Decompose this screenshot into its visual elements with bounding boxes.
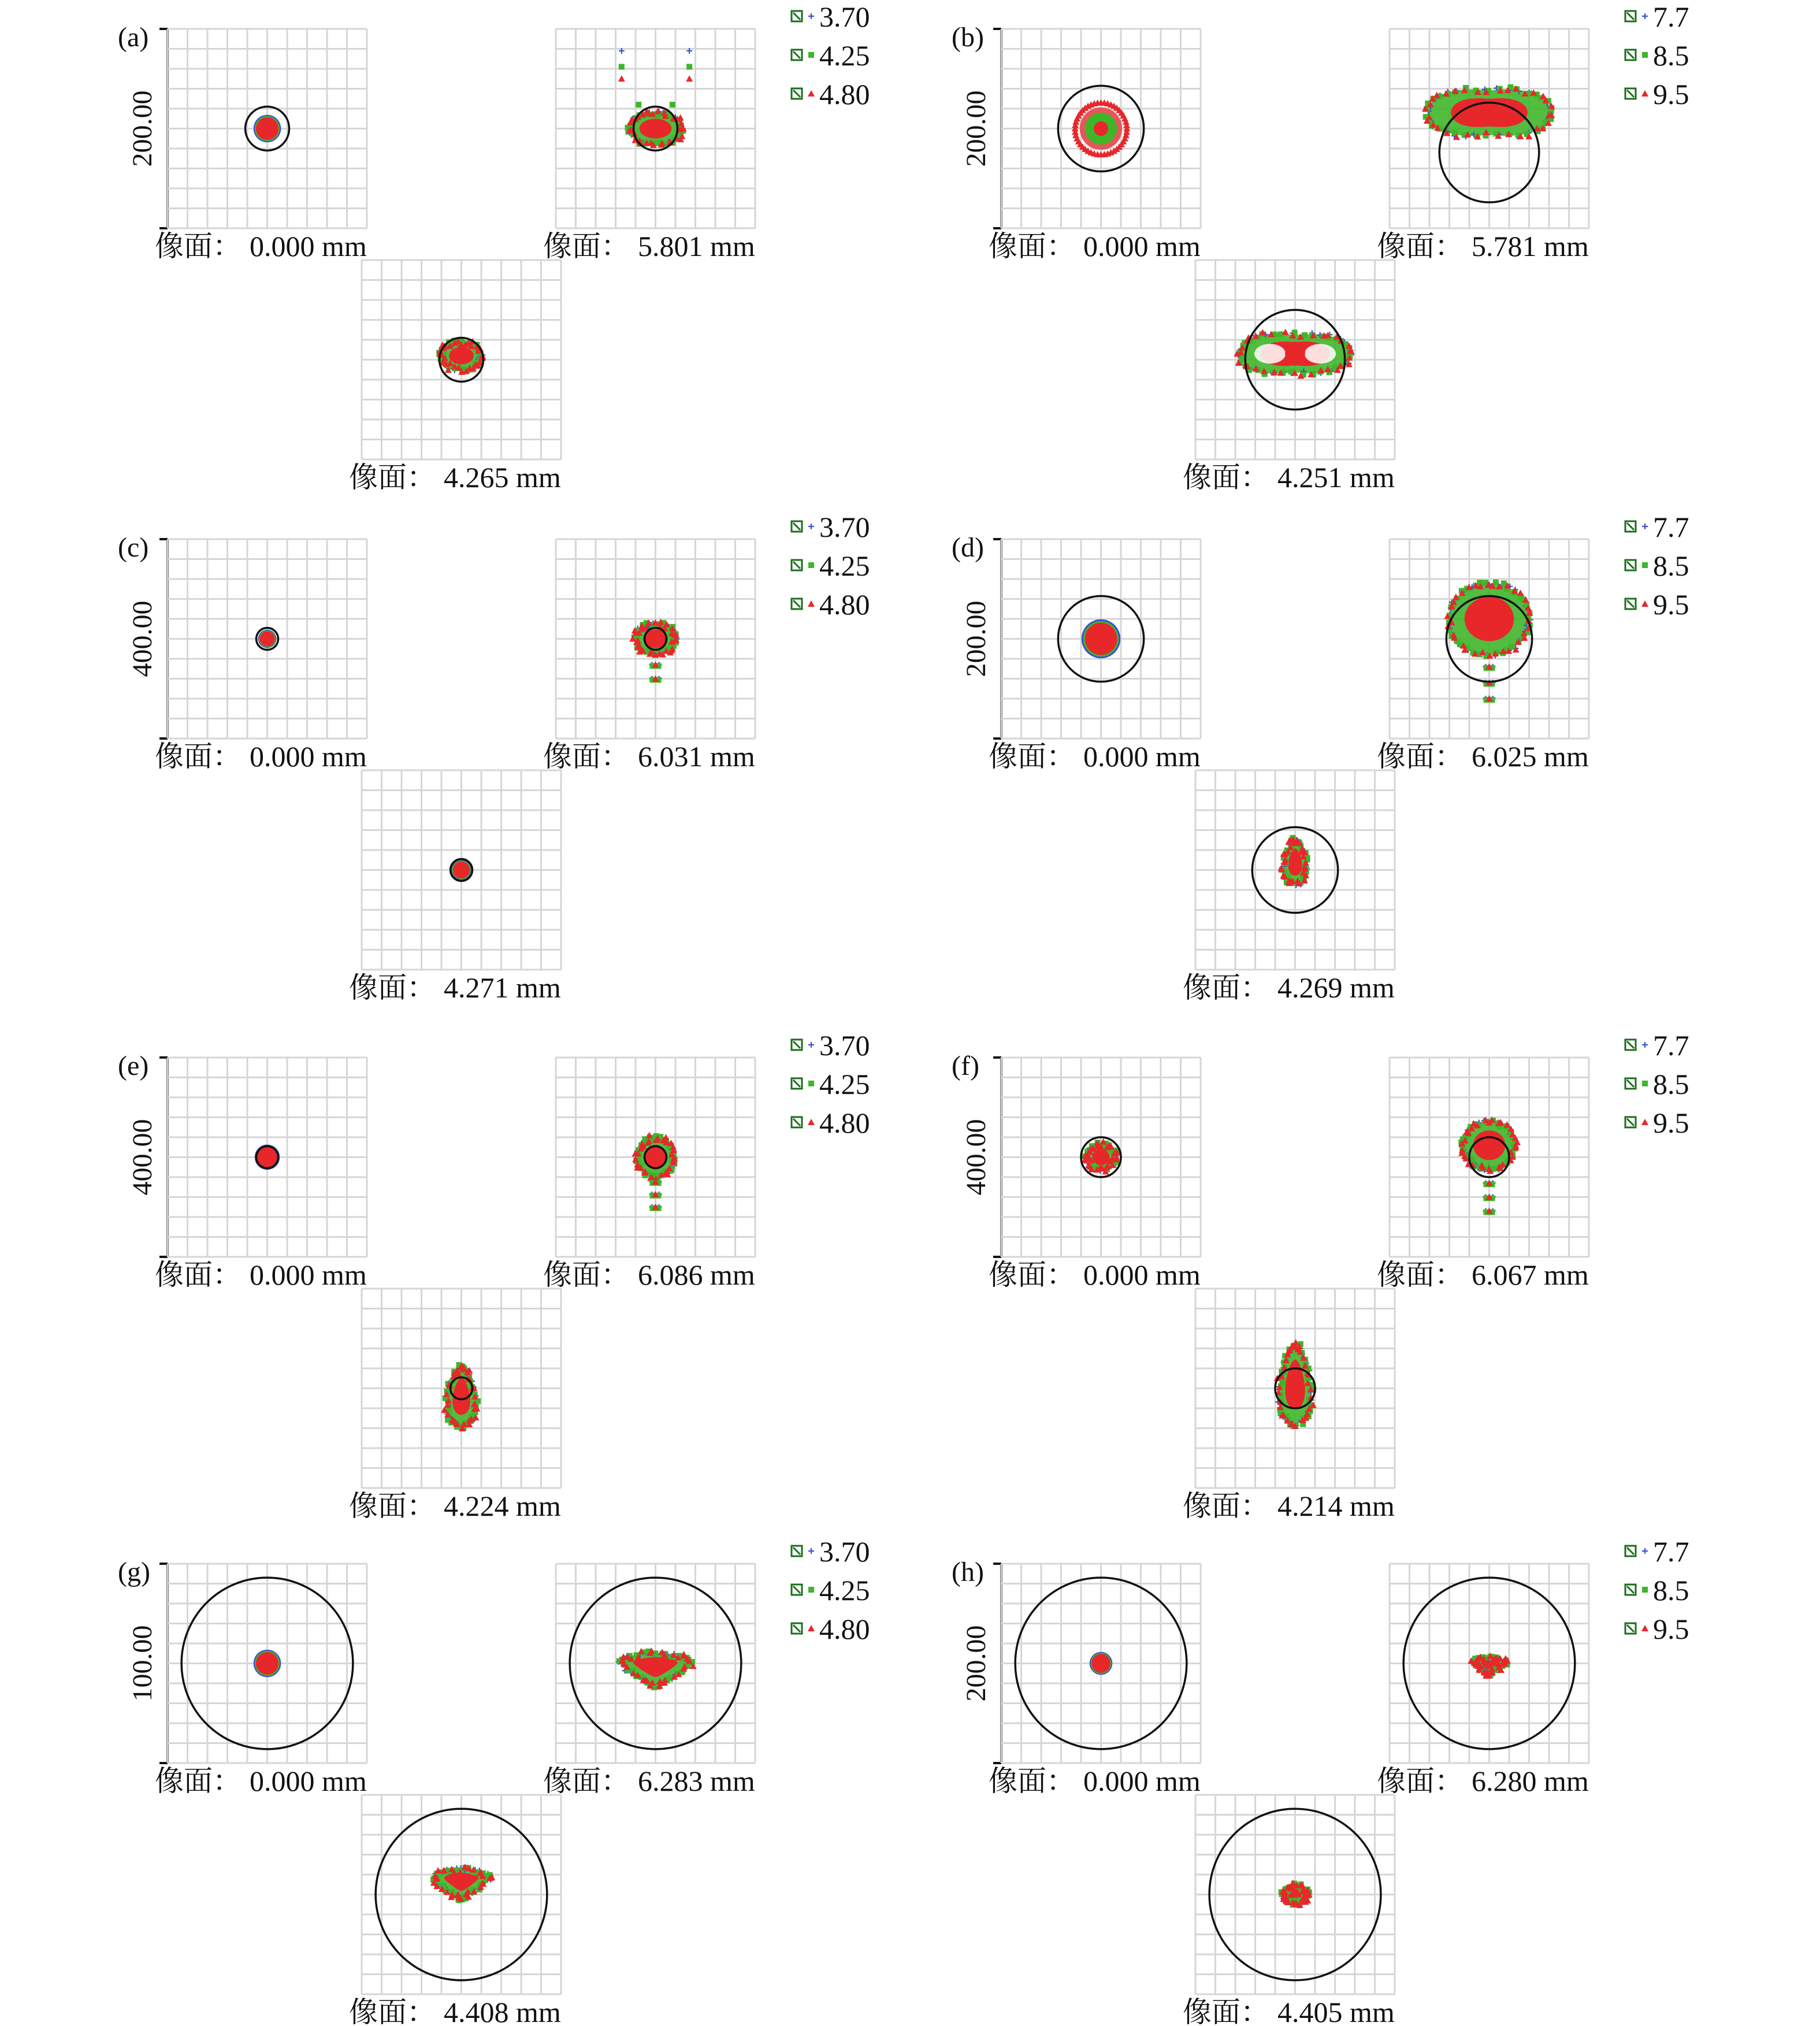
legend-label: 4.80 (819, 1613, 870, 1645)
plot-caption (1183, 971, 1395, 1004)
caption-prefix: 像面： (543, 740, 630, 773)
legend-item (792, 1107, 870, 1139)
spot-pattern (254, 115, 281, 143)
spot-plot (1183, 1795, 1395, 2026)
spot-plot (349, 1795, 561, 2026)
caption-value: 6.031 mm (638, 740, 755, 773)
legend-label: 8.5 (1653, 39, 1689, 72)
scale-label: 100.00 (127, 1625, 158, 1702)
legend-item (792, 588, 870, 621)
caption-value: 6.283 mm (638, 1765, 755, 1797)
legend-item (1625, 1068, 1689, 1100)
legend-item (1625, 1574, 1689, 1606)
legend-label: 4.25 (819, 1068, 870, 1100)
caption-prefix: 像面： (1377, 1765, 1464, 1797)
caption-value: 5.781 mm (1472, 230, 1589, 262)
plot-caption (543, 230, 755, 262)
scale-label: 400.00 (961, 1119, 991, 1196)
legend-label: 3.70 (819, 1029, 870, 1062)
spot-plot (155, 539, 367, 773)
panel-b (952, 1, 1689, 493)
panel-label: (a) (118, 22, 149, 53)
plot-caption (155, 1259, 367, 1291)
plot-caption (155, 230, 367, 262)
spot-pattern (1468, 1653, 1511, 1679)
plot-caption (1183, 461, 1395, 493)
caption-value: 4.265 mm (444, 461, 561, 493)
panel-label: (g) (118, 1557, 150, 1587)
caption-prefix: 像面： (1183, 1996, 1269, 2026)
legend-item (1625, 550, 1689, 582)
spot-pattern (254, 1650, 281, 1678)
spot-plot (1377, 1057, 1589, 1291)
panel-label: (h) (952, 1557, 984, 1587)
panel-e (118, 1029, 870, 1522)
spot-pattern (255, 1145, 280, 1170)
spot-plot (155, 1057, 367, 1291)
plot-caption (1183, 1490, 1395, 1522)
caption-value: 0.000 mm (250, 1259, 367, 1291)
spot-pattern (441, 1362, 481, 1431)
caption-value: 0.000 mm (1083, 740, 1201, 773)
panel-g (118, 1535, 870, 2026)
legend-label: 8.5 (1653, 1574, 1689, 1606)
panel-f (952, 1029, 1689, 1522)
legend (1625, 1029, 1689, 1139)
caption-value: 0.000 mm (1083, 1259, 1201, 1291)
panel-label: (f) (952, 1051, 979, 1081)
caption-value: 6.067 mm (1472, 1259, 1589, 1291)
caption-value: 0.000 mm (250, 740, 367, 773)
legend-item (1625, 1107, 1689, 1139)
plot-caption (1377, 740, 1589, 773)
caption-value: 4.269 mm (1277, 971, 1395, 1004)
spot-pattern (1279, 1880, 1313, 1908)
legend-item (792, 39, 870, 72)
panel-label: (b) (952, 22, 984, 53)
caption-prefix: 像面： (155, 230, 242, 262)
caption-prefix: 像面： (989, 740, 1075, 773)
legend-label: 8.5 (1653, 550, 1689, 582)
panel-label: (c) (118, 532, 149, 563)
caption-value: 4.271 mm (444, 971, 561, 1004)
caption-prefix: 像面： (1183, 971, 1269, 1004)
spot-pattern (1444, 580, 1533, 703)
legend-label: 3.70 (819, 511, 870, 543)
scale-label: 400.00 (127, 1119, 158, 1196)
spot-plot (155, 29, 367, 262)
legend-label: 7.7 (1653, 1535, 1689, 1568)
spot-plot (989, 29, 1201, 262)
legend (792, 1, 870, 110)
legend-item (1625, 1029, 1689, 1062)
legend-item (792, 511, 870, 543)
caption-value: 0.000 mm (250, 1765, 367, 1797)
legend-item (792, 1068, 870, 1100)
plot-caption (1377, 230, 1589, 262)
legend-item (792, 78, 870, 110)
caption-prefix: 像面： (543, 1765, 630, 1797)
plot-caption (349, 461, 561, 493)
spot-pattern (1090, 1652, 1113, 1675)
legend (792, 1029, 870, 1139)
spot-pattern (1274, 1339, 1317, 1429)
legend-label: 4.25 (819, 39, 870, 72)
plot-caption (543, 1765, 755, 1797)
plot-caption (543, 740, 755, 773)
caption-value: 4.251 mm (1277, 461, 1395, 493)
panel-label: (d) (952, 532, 984, 563)
caption-value: 5.801 mm (638, 230, 755, 262)
spot-plot (989, 1057, 1201, 1291)
caption-prefix: 像面： (349, 1996, 436, 2026)
spot-pattern (1082, 619, 1120, 658)
legend-item (1625, 39, 1689, 72)
scale-label: 200.00 (961, 1625, 991, 1702)
spot-plot (349, 260, 561, 493)
legend-item (792, 1574, 870, 1606)
spot-plot (543, 29, 755, 262)
caption-prefix: 像面： (349, 971, 436, 1004)
scale-label: 200.00 (127, 90, 158, 167)
plot-caption (349, 1996, 561, 2026)
legend-label: 9.5 (1653, 588, 1689, 621)
spot-plot (1377, 1564, 1589, 1797)
legend-label: 3.70 (819, 1, 870, 33)
spot-plot (1183, 260, 1395, 493)
spot-pattern (258, 630, 277, 648)
spot-pattern (430, 1864, 496, 1903)
panel-h (952, 1535, 1689, 2026)
caption-prefix: 像面： (989, 1765, 1075, 1797)
legend-label: 4.80 (819, 1107, 870, 1139)
caption-value: 6.280 mm (1472, 1765, 1589, 1797)
spot-plot (349, 770, 561, 1004)
spot-plot (1377, 29, 1589, 262)
caption-value: 4.224 mm (444, 1490, 561, 1522)
caption-prefix: 像面： (349, 461, 436, 493)
caption-prefix: 像面： (1183, 1490, 1269, 1522)
caption-prefix: 像面： (155, 1259, 242, 1291)
caption-value: 4.214 mm (1277, 1490, 1395, 1522)
caption-value: 0.000 mm (1083, 1765, 1201, 1797)
legend-label: 7.7 (1653, 1029, 1689, 1062)
plot-caption (1377, 1765, 1589, 1797)
plot-caption (1183, 1996, 1395, 2026)
spot-plot (989, 1564, 1201, 1797)
spot-plot (349, 1289, 561, 1522)
spot-pattern (436, 337, 486, 374)
panel-a (118, 1, 870, 493)
spot-plot (543, 1564, 755, 1797)
legend-label: 3.70 (819, 1535, 870, 1568)
caption-value: 4.408 mm (444, 1996, 561, 2026)
legend-item (1625, 511, 1689, 543)
caption-prefix: 像面： (543, 230, 630, 262)
legend-item (1625, 1, 1689, 33)
spot-plot (1183, 770, 1395, 1004)
caption-value: 4.405 mm (1277, 1996, 1395, 2026)
legend-item (792, 1029, 870, 1062)
caption-prefix: 像面： (989, 1259, 1075, 1291)
plot-caption (989, 230, 1201, 262)
legend-item (792, 1, 870, 33)
legend-label: 9.5 (1653, 1613, 1689, 1645)
plot-caption (989, 1765, 1201, 1797)
caption-value: 0.000 mm (1083, 230, 1201, 262)
legend-item (792, 550, 870, 582)
legend-item (792, 1535, 870, 1568)
legend-item (1625, 588, 1689, 621)
caption-value: 0.000 mm (250, 230, 367, 262)
caption-prefix: 像面： (989, 230, 1075, 262)
panel-c (118, 511, 870, 1004)
spot-plot (1183, 1289, 1395, 1522)
legend-label: 4.25 (819, 1574, 870, 1606)
plot-caption (349, 1490, 561, 1522)
legend (792, 511, 870, 621)
plot-caption (543, 1259, 755, 1291)
panel-label: (e) (118, 1051, 149, 1081)
spot-plot (989, 539, 1201, 773)
scale-label: 200.00 (961, 600, 991, 677)
spot-plot (155, 1564, 367, 1797)
legend (1625, 1, 1689, 110)
plot-caption (155, 740, 367, 773)
caption-prefix: 像面： (543, 1259, 630, 1291)
caption-prefix: 像面： (349, 1490, 436, 1522)
legend-label: 4.25 (819, 550, 870, 582)
caption-prefix: 像面： (1183, 461, 1269, 493)
legend-label: 9.5 (1653, 1107, 1689, 1139)
legend (1625, 511, 1689, 621)
plot-caption (989, 1259, 1201, 1291)
spot-plot (543, 539, 755, 773)
legend-item (1625, 1613, 1689, 1645)
caption-prefix: 像面： (155, 740, 242, 773)
legend-item (1625, 78, 1689, 110)
caption-value: 6.086 mm (638, 1259, 755, 1291)
caption-prefix: 像面： (155, 1765, 242, 1797)
legend (792, 1535, 870, 1645)
legend-label: 4.80 (819, 78, 870, 110)
caption-value: 6.025 mm (1472, 740, 1589, 773)
legend-item (1625, 1535, 1689, 1568)
panel-d (952, 511, 1689, 1004)
legend-label: 7.7 (1653, 511, 1689, 543)
caption-prefix: 像面： (1377, 740, 1464, 773)
spot-plot (1377, 539, 1589, 773)
caption-prefix: 像面： (1377, 230, 1464, 262)
plot-caption (155, 1765, 367, 1797)
caption-prefix: 像面： (1377, 1259, 1464, 1291)
legend-label: 4.80 (819, 588, 870, 621)
legend-label: 7.7 (1653, 1, 1689, 33)
scale-label: 400.00 (127, 600, 158, 677)
scale-label: 200.00 (961, 90, 991, 167)
plot-caption (349, 971, 561, 1004)
plot-caption (1377, 1259, 1589, 1291)
plot-caption (989, 740, 1201, 773)
spot-plot (543, 1057, 755, 1291)
spot-pattern (1458, 1116, 1521, 1215)
legend-label: 8.5 (1653, 1068, 1689, 1100)
spot-pattern (1277, 835, 1310, 888)
legend-label: 9.5 (1653, 78, 1689, 110)
legend-item (792, 1613, 870, 1645)
legend (1625, 1535, 1689, 1645)
